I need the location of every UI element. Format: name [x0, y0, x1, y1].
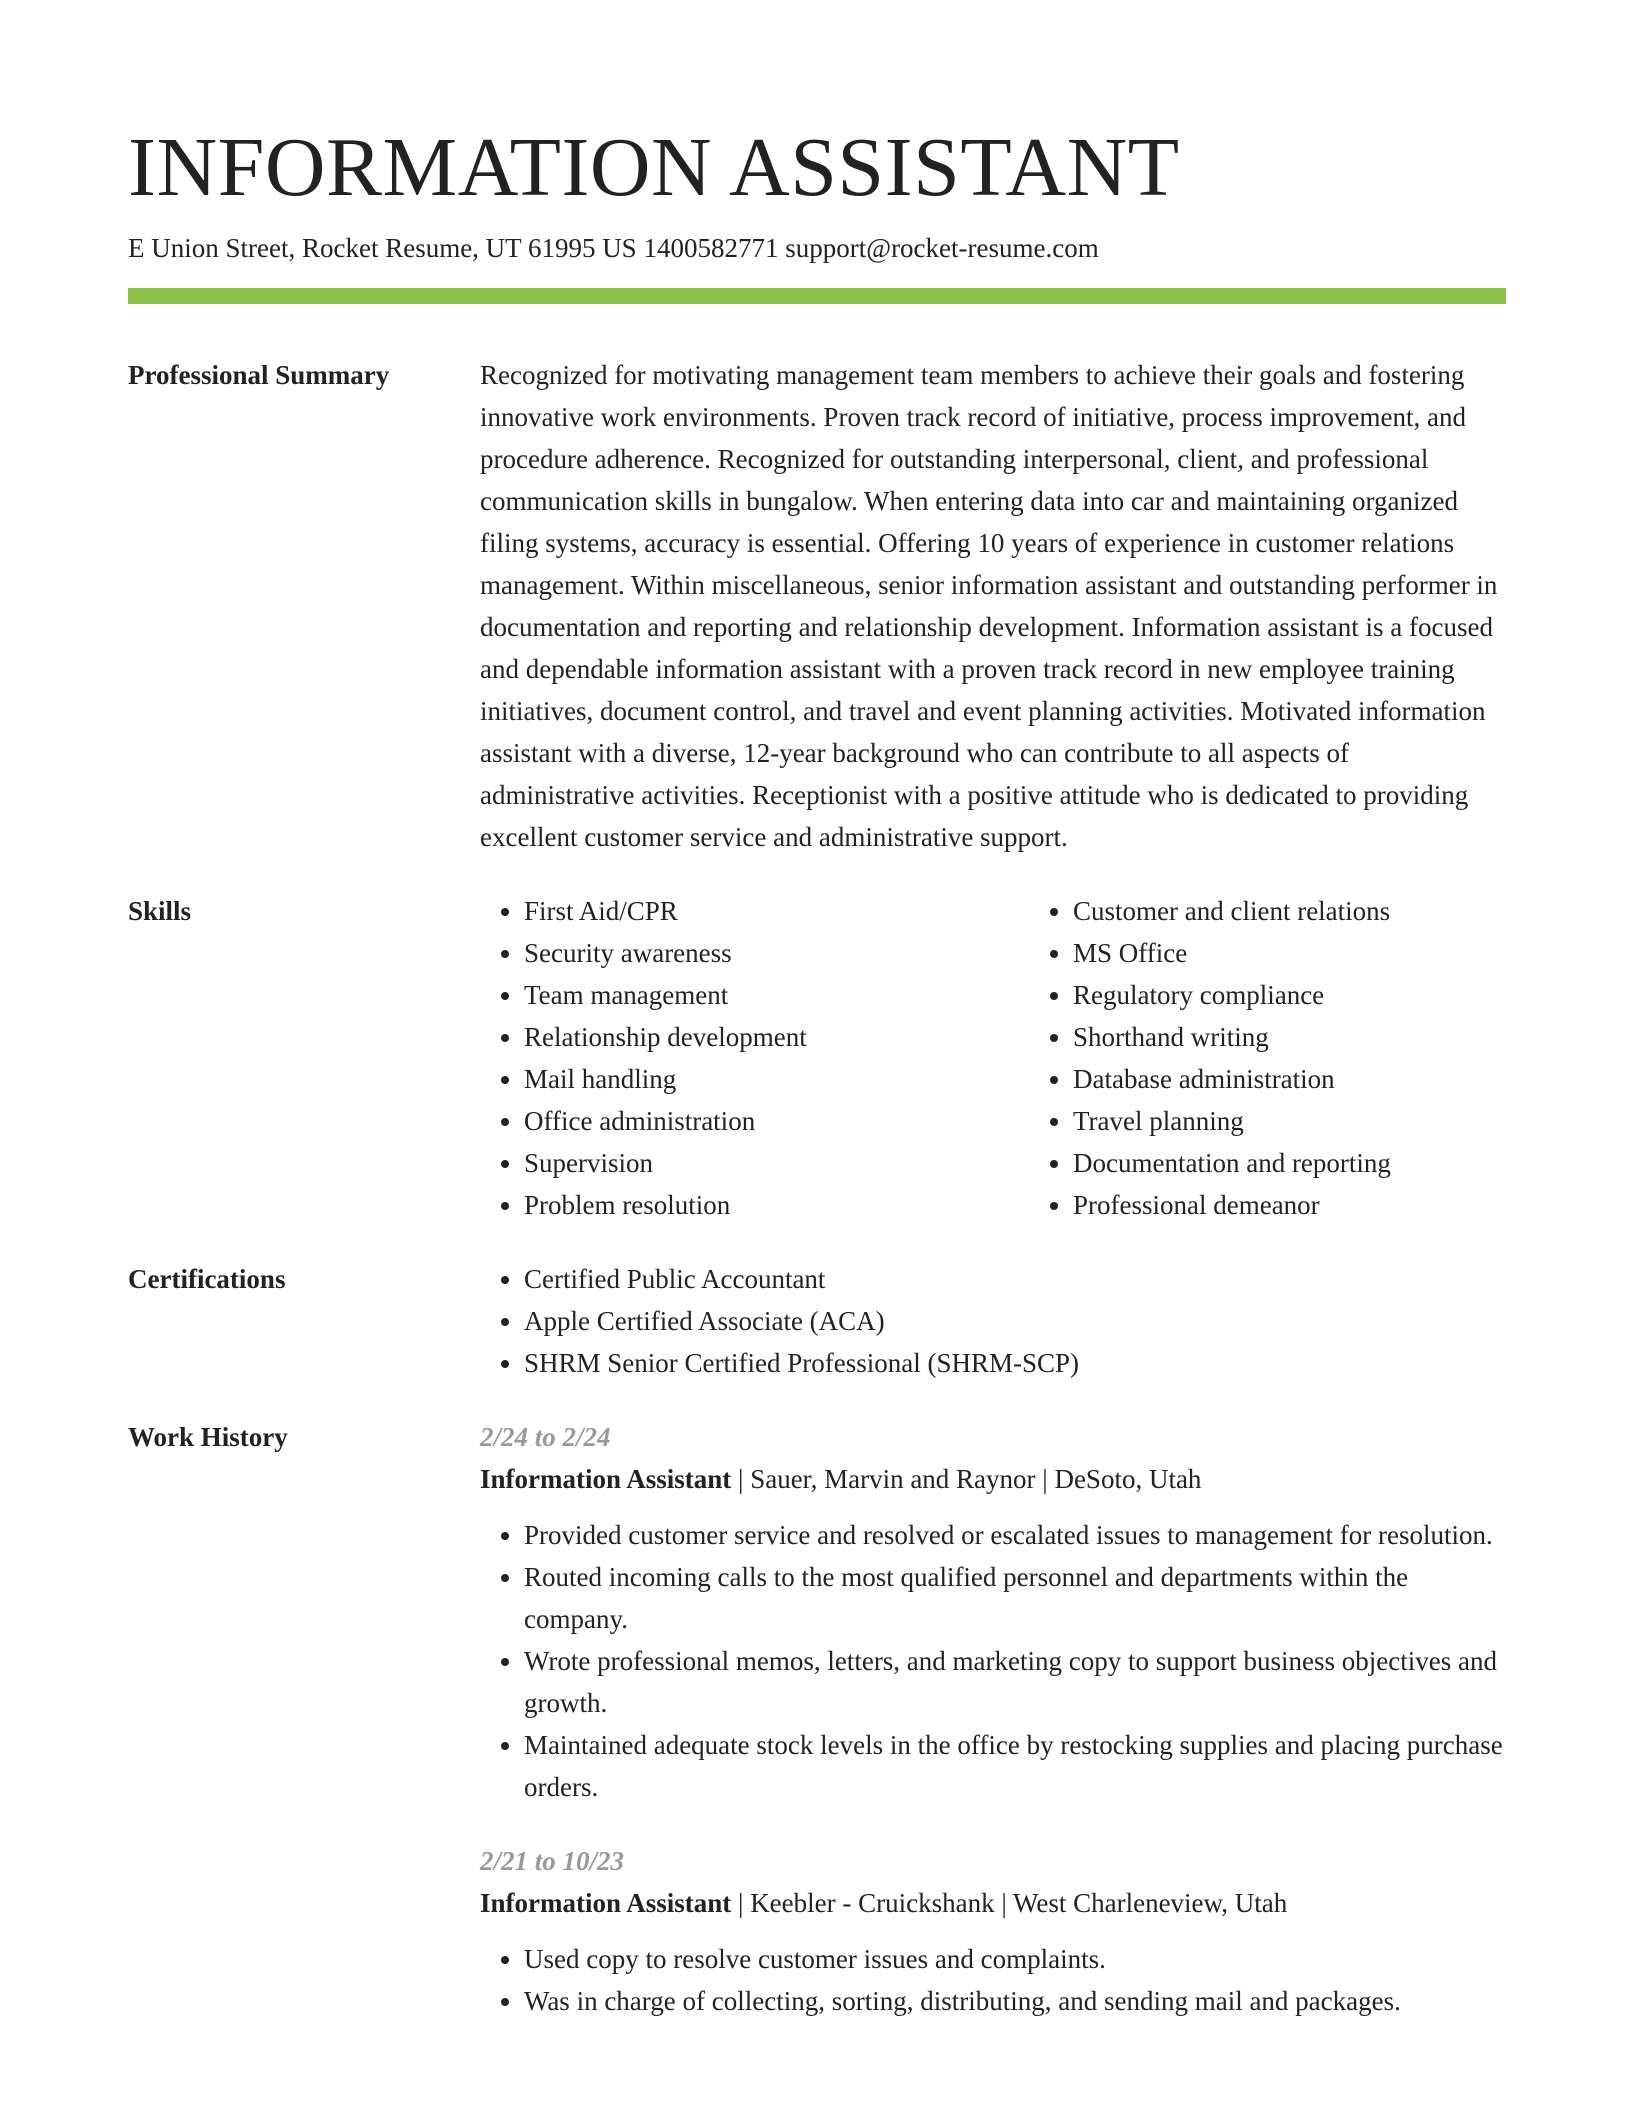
skill-item: • Problem resolution: [524, 1184, 1029, 1226]
summary-section: [128, 354, 1506, 858]
job-bullets: [480, 1514, 1506, 1808]
job-company: | Keebler - Cruickshank: [731, 1888, 994, 1918]
job-bullets: [480, 1938, 1506, 2022]
contact-address: E Union Street, Rocket Resume, UT 61995 US: [128, 233, 637, 263]
skill-item: • Mail handling: [524, 1058, 1029, 1100]
skill-item: • Database administration: [1073, 1058, 1578, 1100]
certification-item: • SHRM Senior Certified Professional (SHRM-SCP): [524, 1342, 1506, 1384]
skill-item: • Relationship development: [524, 1016, 1029, 1058]
job-bullet: • Provided customer service and resolved or escalated issues to management for resolution.: [524, 1514, 1506, 1556]
job-bullet: • Was in charge of collecting, sorting, distributing, and sending mail and packages.: [524, 1980, 1506, 2022]
summary-text: Recognized for motivating management team members to achieve their goals and fostering innovative work environments. Proven track record of initiative, process improvement, and procedure adherence. Recognized for outstanding interpersonal, client, and professional communication skills in bungalow. When entering data into car and maintaining organized filing systems, accuracy is essential. Offering 10 years of experience in customer relations management. Within miscellaneous, senior information assistant and outstanding performer in documentation and reporting and relationship development. Information assistant is a focused and dependable information assistant with a proven track record in new employee training initiatives, document control, and travel and event planning activities. Motivated information assistant with a diverse, 12-year background who can contribute to all aspects of administrative activities. Receptionist with a positive attitude who is dedicated to providing excellent customer service and administrative support.: [480, 360, 1498, 852]
contact-line: [128, 230, 1506, 266]
job-title: Information Assistant: [480, 1464, 732, 1494]
skill-item: • Regulatory compliance: [1073, 974, 1578, 1016]
skill-item: • Shorthand writing: [1073, 1016, 1578, 1058]
job-company: | Sauer, Marvin and Raynor: [731, 1464, 1035, 1494]
skill-item: • Professional demeanor: [1073, 1184, 1578, 1226]
skill-item: • Security awareness: [524, 932, 1029, 974]
certifications-list: [480, 1258, 1506, 1384]
skill-item: • First Aid/CPR: [524, 890, 1029, 932]
skill-item: • Office administration: [524, 1100, 1029, 1142]
work-history-section: [128, 1416, 1506, 2022]
certifications-heading: Certifications: [128, 1264, 286, 1294]
skill-item: • Team management: [524, 974, 1029, 1016]
certification-item: • Apple Certified Associate (ACA): [524, 1300, 1506, 1342]
job-bullet: • Routed incoming calls to the most qualified personnel and departments within the company.: [524, 1556, 1506, 1640]
job-bullet: • Maintained adequate stock levels in the office by restocking supplies and placing purchase orders.: [524, 1724, 1506, 1808]
skill-item: • Supervision: [524, 1142, 1029, 1184]
job-header: [480, 1458, 1506, 1500]
skill-item: • Travel planning: [1073, 1100, 1578, 1142]
skills-list-right: [1029, 890, 1578, 1226]
job-title: Information Assistant: [480, 1888, 732, 1918]
summary-heading: Professional Summary: [128, 360, 390, 390]
skill-item: • MS Office: [1073, 932, 1578, 974]
job-dates: 2/24 to 2/24: [480, 1422, 611, 1452]
job-location: | West Charleneview, Utah: [995, 1888, 1288, 1918]
contact-email[interactable]: support@rocket-resume.com: [785, 233, 1099, 263]
skills-section: [128, 890, 1506, 1226]
certifications-section: [128, 1258, 1506, 1384]
resume-name: INFORMATION ASSISTANT: [128, 121, 1180, 214]
job-bullet: • Wrote professional memos, letters, and marketing copy to support business objectives and growth.: [524, 1640, 1506, 1724]
certification-item: • Certified Public Accountant: [524, 1258, 1506, 1300]
skills-heading: Skills: [128, 896, 192, 926]
job-header: [480, 1882, 1506, 1924]
job-location: | DeSoto, Utah: [1036, 1464, 1202, 1494]
job-bullet: • Used copy to resolve customer issues and complaints.: [524, 1938, 1506, 1980]
accent-divider: [128, 288, 1506, 304]
skill-item: • Documentation and reporting: [1073, 1142, 1578, 1184]
job-entry: [480, 1840, 1506, 2022]
job-dates: 2/21 to 10/23: [480, 1846, 625, 1876]
skill-item: • Customer and client relations: [1073, 890, 1578, 932]
skills-list-left: [480, 890, 1029, 1226]
work-history-heading: Work History: [128, 1422, 288, 1452]
resume-page: [128, 118, 1506, 2022]
job-entry: [480, 1416, 1506, 1808]
contact-phone: 1400582771: [643, 233, 779, 263]
